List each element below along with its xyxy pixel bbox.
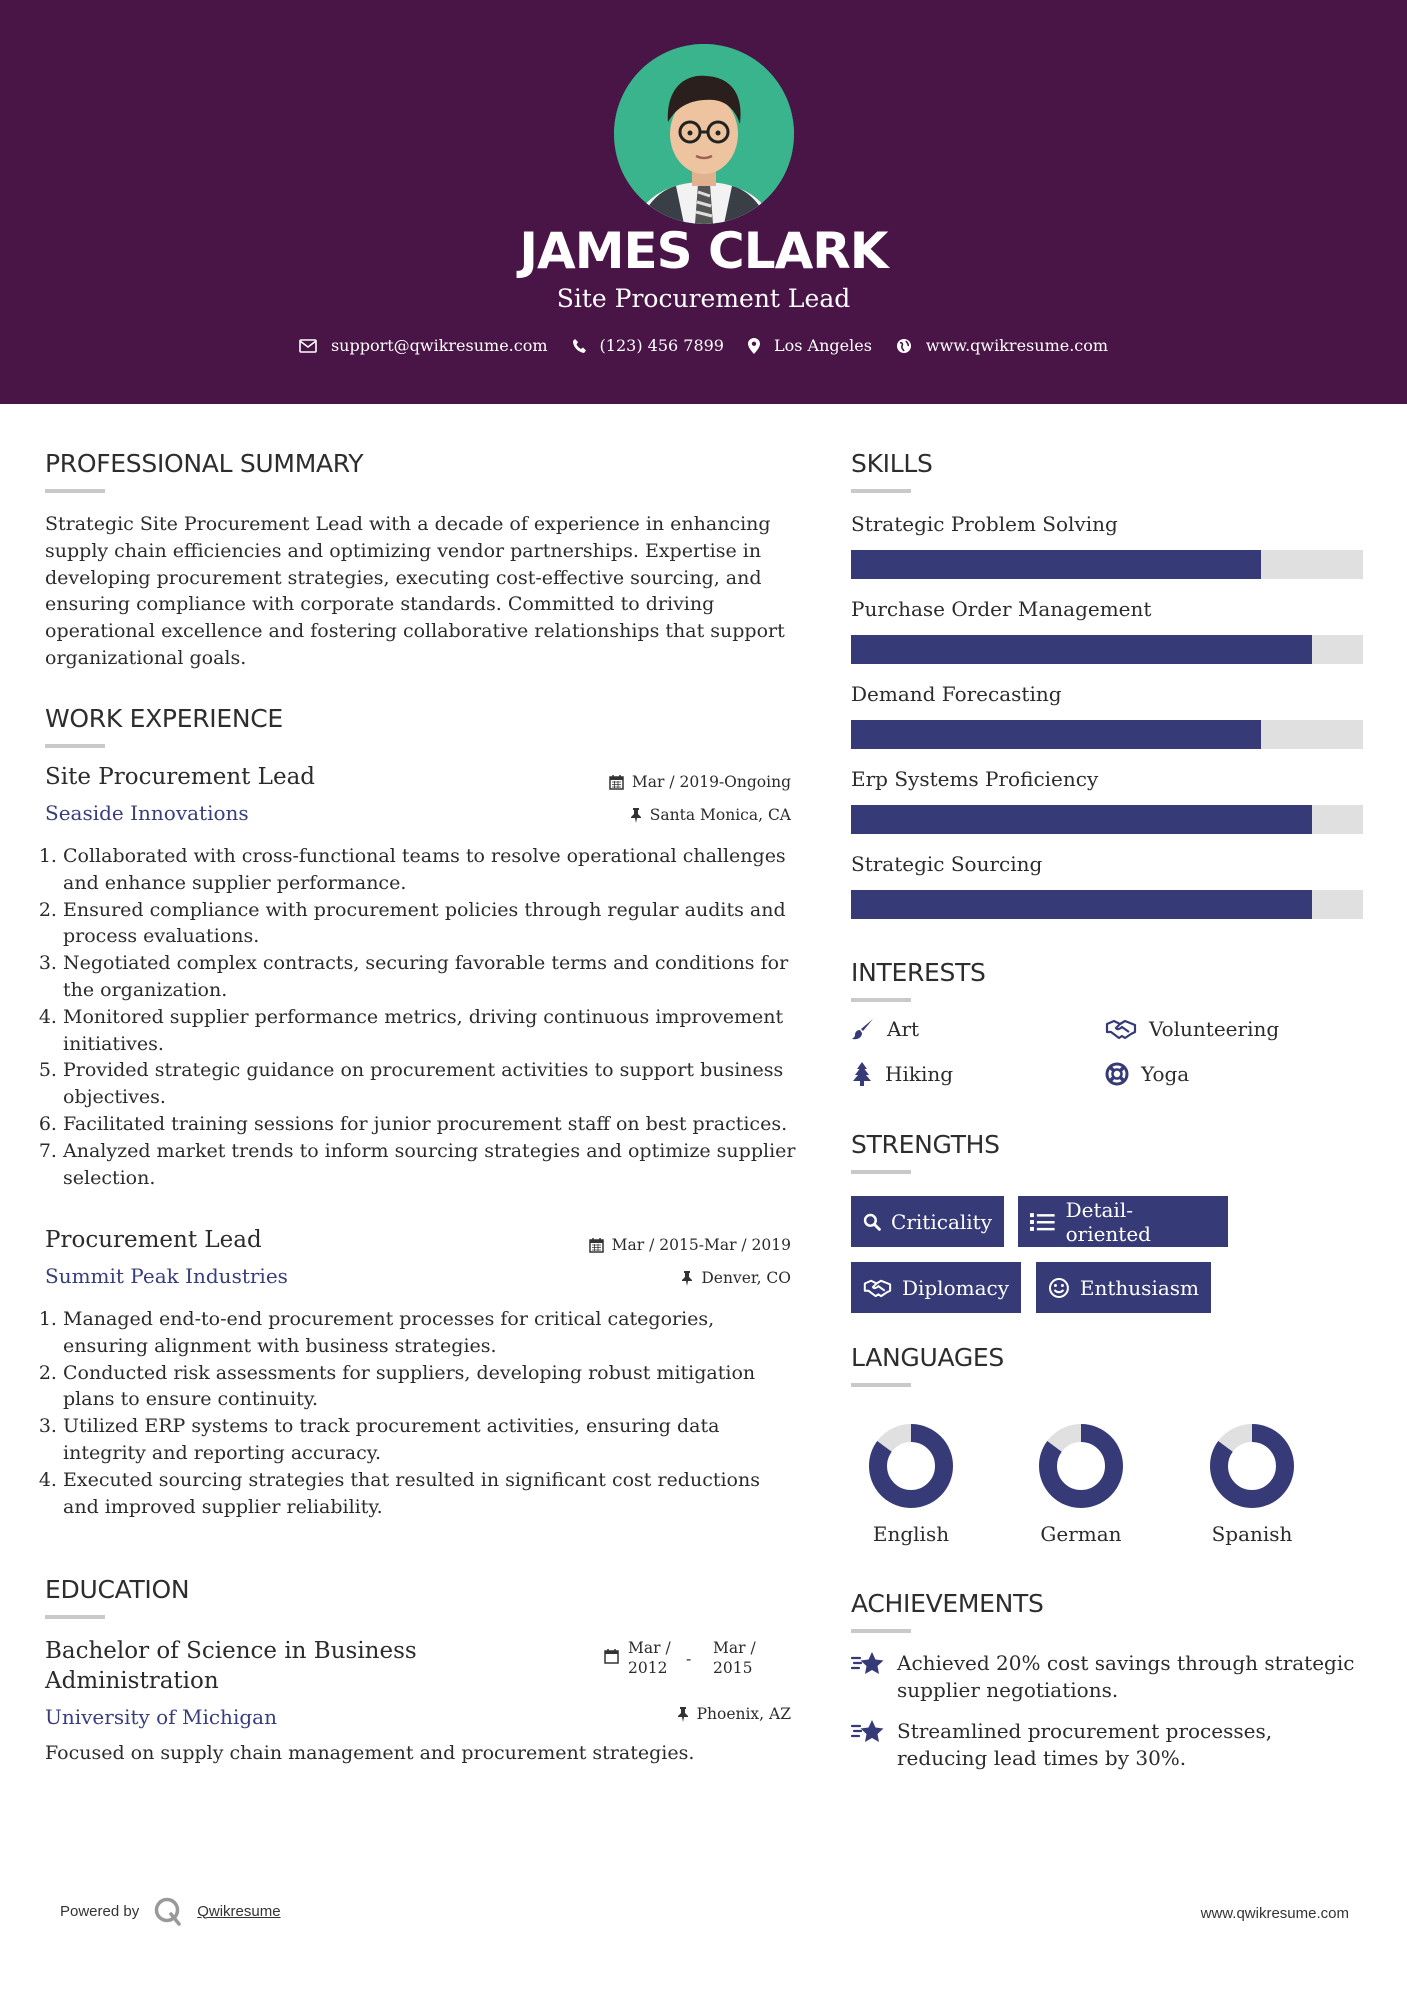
job-title: Procurement Lead (45, 1227, 262, 1253)
skill-bar-fill (851, 720, 1261, 749)
job-dates (491, 773, 791, 791)
list-item: 5. Provided strategic guidance on procurement activities to support business objectives. (63, 1057, 800, 1111)
resume-header (0, 0, 1407, 404)
company-name: Seaside Innovations (45, 801, 249, 825)
skill-bar (851, 890, 1363, 919)
summary-heading-rule (45, 489, 105, 493)
job-dates-text: Mar / 2019-Ongoing (631, 773, 791, 791)
skill-name: Purchase Order Management (851, 597, 1152, 621)
job-title: Site Procurement Lead (45, 764, 316, 790)
experience-heading-rule (45, 744, 105, 748)
skill-bar-fill (851, 890, 1312, 919)
list-item: 3. Negotiated complex contracts, securing favorable terms and conditions for the organization. (63, 950, 800, 1004)
job-dates (491, 1236, 791, 1254)
date-separator: - (686, 1650, 692, 1668)
interests-heading-rule (851, 998, 911, 1002)
phone-icon (572, 338, 586, 354)
strength-tag (1036, 1262, 1211, 1313)
list-item: 2. Ensured compliance with procurement policies through regular audits and process evaluations. (63, 897, 800, 951)
achievement-text: Achieved 20% cost savings through strategic supplier negotiations. (897, 1651, 1355, 1702)
interest-label: Art (887, 1017, 920, 1041)
list-item: 4. Executed sourcing strategies that resulted in significant cost reductions and improved supplier reliability. (63, 1467, 800, 1521)
achievements-heading-rule (851, 1629, 911, 1633)
education-location (491, 1705, 791, 1723)
location-text: Los Angeles (773, 336, 872, 355)
school-name: University of Michigan (45, 1705, 277, 1729)
company-name: Summit Peak Industries (45, 1264, 288, 1288)
education-end-date: Mar / 2015 (713, 1639, 756, 1677)
job-responsibilities (45, 1306, 800, 1520)
interest-item (851, 1062, 953, 1086)
achievements-heading: ACHIEVEMENTS (851, 1589, 1044, 1618)
skill-bar (851, 805, 1363, 834)
languages-heading: LANGUAGES (851, 1343, 1004, 1372)
language-donut (1208, 1422, 1296, 1510)
footer-website[interactable]: www.qwikresume.com (1200, 1905, 1349, 1922)
list-icon (1030, 1212, 1056, 1232)
achievement-item (851, 1718, 1361, 1772)
interest-label: Hiking (885, 1062, 954, 1086)
education-start-date: Mar / 2012 (628, 1639, 671, 1677)
smile-icon (1048, 1277, 1070, 1299)
list-item: 4. Monitored supplier performance metrics, driving continuous improvement initiatives. (63, 1004, 800, 1058)
tree-icon (851, 1062, 873, 1086)
skill-bar (851, 720, 1363, 749)
language-name: German (1040, 1522, 1122, 1546)
powered-by-text: Powered by (60, 1902, 140, 1920)
handshake-icon (863, 1277, 892, 1299)
interest-label: Volunteering (1149, 1017, 1280, 1041)
list-item: 3. Utilized ERP systems to track procurement activities, ensuring data integrity and reporting accuracy. (63, 1413, 800, 1467)
contact-email[interactable] (299, 336, 548, 355)
achievement-text: Streamlined procurement processes, reducing lead times by 30%. (897, 1719, 1273, 1770)
education-heading: EDUCATION (45, 1575, 190, 1604)
education-heading-rule (45, 1615, 105, 1619)
interest-label: Yoga (1141, 1062, 1190, 1086)
skill-bar (851, 635, 1363, 664)
education-location-text: Phoenix, AZ (696, 1705, 791, 1723)
contact-location (748, 336, 872, 355)
candidate-title: Site Procurement Lead (556, 284, 851, 313)
language-name: English (872, 1522, 950, 1546)
experience-heading: WORK EXPERIENCE (45, 704, 283, 733)
qwikresume-link[interactable]: Qwikresume (197, 1902, 281, 1920)
language-donut (1037, 1422, 1125, 1510)
contact-bar (0, 336, 1407, 355)
interest-item (1105, 1062, 1189, 1086)
pushpin-icon (681, 1271, 693, 1286)
achievement-item (851, 1650, 1361, 1704)
summary-text: Strategic Site Procurement Lead with a decade of experience in enhancing supply chain efficiencies and optimizing vendor partnerships. Expertise in developing procurement strategies, executing cost-effective sourcing, and ensuring compliance with corporate standards. Committed to driving operational excellence and fostering collaborative relationships that support organizational goals. (45, 513, 785, 669)
degree-title: Bachelor of Science in Business Administration (45, 1638, 417, 1694)
skill-name: Demand Forecasting (851, 682, 1062, 706)
website-text: www.qwikresume.com (925, 336, 1109, 355)
calendar-icon (609, 774, 624, 790)
footer-branding (60, 1896, 281, 1926)
skill-bar-fill (851, 550, 1261, 579)
summary-heading: PROFESSIONAL SUMMARY (45, 449, 364, 478)
contact-phone[interactable] (572, 336, 724, 355)
job-dates-text: Mar / 2015-Mar / 2019 (611, 1236, 791, 1254)
interests-heading: INTERESTS (851, 958, 986, 987)
skill-name: Strategic Problem Solving (851, 512, 1118, 536)
strength-tag (851, 1196, 1004, 1247)
job-responsibilities (45, 843, 800, 1191)
contact-website[interactable] (896, 336, 1108, 355)
strength-label: Enthusiasm (1079, 1275, 1199, 1300)
email-text: support@qwikresume.com (330, 336, 548, 355)
job-location (491, 806, 791, 824)
skill-bar (851, 550, 1363, 579)
job-location-text: Santa Monica, CA (649, 806, 791, 824)
strength-label: Diplomacy (901, 1275, 1009, 1300)
strength-tag (851, 1262, 1021, 1313)
strength-label: Criticality (891, 1209, 992, 1234)
paintbrush-icon (851, 1017, 875, 1041)
phone-text: (123) 456 7899 (599, 336, 724, 355)
list-item: 2. Conducted risk assessments for suppliers, developing robust mitigation plans to ensure continuity. (63, 1360, 800, 1414)
strengths-heading: STRENGTHS (851, 1130, 1000, 1159)
skill-name: Strategic Sourcing (851, 852, 1043, 876)
interest-item (1105, 1017, 1279, 1041)
interest-item (851, 1017, 919, 1041)
shooting-star-icon (851, 1650, 885, 1676)
calendar-icon (589, 1237, 604, 1253)
calendar-icon (604, 1648, 619, 1664)
education-description: Focused on supply chain management and procurement strategies. (45, 1742, 695, 1764)
list-item: 7. Analyzed market trends to inform sourcing strategies and optimize supplier selection. (63, 1138, 800, 1192)
language-name: Spanish (1211, 1522, 1293, 1546)
skills-heading: SKILLS (851, 449, 933, 478)
job-location-text: Denver, CO (701, 1269, 791, 1287)
pushpin-icon (630, 808, 642, 823)
skill-name: Erp Systems Proficiency (851, 767, 1099, 791)
list-item: 1. Collaborated with cross-functional teams to resolve operational challenges and enhance supplier performance. (63, 843, 800, 897)
map-marker-icon (748, 338, 760, 354)
profile-photo (614, 44, 794, 224)
globe-icon (896, 338, 912, 354)
handshake-icon (1105, 1018, 1137, 1040)
strength-label: Detail-oriented (1065, 1197, 1151, 1246)
shooting-star-icon (851, 1718, 885, 1744)
skill-bar-fill (851, 805, 1312, 834)
candidate-name: JAMES CLARK (519, 222, 888, 280)
skill-bar-fill (851, 635, 1312, 664)
skills-heading-rule (851, 489, 911, 493)
list-item: 1. Managed end-to-end procurement processes for critical categories, ensuring alignment with business strategies. (63, 1306, 800, 1360)
language-donut (867, 1422, 955, 1510)
qwikresume-logo-icon (153, 1896, 183, 1926)
strength-tag (1018, 1196, 1228, 1247)
languages-heading-rule (851, 1383, 911, 1387)
envelope-icon (299, 339, 317, 353)
search-icon (863, 1211, 881, 1233)
life-ring-icon (1105, 1062, 1129, 1086)
avatar-illustration (614, 44, 794, 224)
strengths-heading-rule (851, 1170, 911, 1174)
pushpin-icon (677, 1707, 689, 1722)
job-location (491, 1269, 791, 1287)
list-item: 6. Facilitated training sessions for junior procurement staff on best practices. (63, 1111, 800, 1138)
